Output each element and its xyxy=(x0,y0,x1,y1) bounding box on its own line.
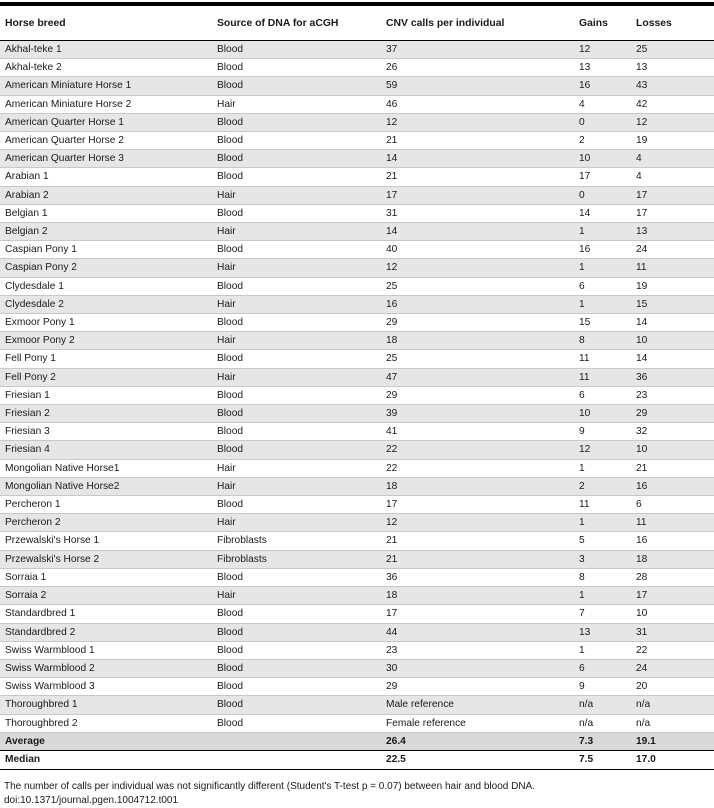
cell-cnv-calls: 17 xyxy=(386,499,398,511)
header-cell-breed: Horse breed xyxy=(0,6,212,41)
cell-losses: 24 xyxy=(636,244,648,256)
cell-losses: 28 xyxy=(636,571,648,583)
cell-breed: Thoroughbred 1 xyxy=(0,696,212,714)
cell-source: Hair xyxy=(217,98,236,110)
table-row xyxy=(0,623,714,641)
table-row xyxy=(0,332,714,350)
cell-source: Blood xyxy=(217,608,244,620)
header-row xyxy=(0,6,714,41)
table-row xyxy=(0,405,714,423)
cell-losses: 20 xyxy=(636,681,648,693)
summary-cell-breed: Average xyxy=(0,732,212,751)
table-row xyxy=(0,678,714,696)
cell-gains: n/a xyxy=(579,717,594,729)
cell-breed: Clydesdale 2 xyxy=(0,295,212,313)
cell-gains: 16 xyxy=(574,77,631,95)
cell-breed: Belgian 1 xyxy=(5,207,48,219)
cell-source: Blood xyxy=(217,244,244,256)
header-cell-source: Source of DNA for aCGH xyxy=(212,6,381,41)
cell-source: Blood xyxy=(217,571,244,583)
cell-cnv-calls: 25 xyxy=(386,280,398,292)
cell-breed: Sorraia 1 xyxy=(5,571,47,583)
table-row xyxy=(0,441,714,459)
cell-losses: 32 xyxy=(636,426,648,438)
cell-cnv-calls: 29 xyxy=(386,389,398,401)
doi-text: doi:10.1371/journal.pgen.1004712.t001 xyxy=(4,794,179,806)
cell-source: Hair xyxy=(217,462,236,474)
cell-breed: Thoroughbred 2 xyxy=(5,717,78,729)
cell-source: Blood xyxy=(212,696,381,714)
summary-cell-cnv-calls: 26.4 xyxy=(381,732,574,751)
cell-gains: 10 xyxy=(574,405,631,423)
cell-breed: Caspian Pony 2 xyxy=(0,259,212,277)
cell-source: Blood xyxy=(217,353,244,365)
cell-source: Blood xyxy=(212,113,381,131)
cell-gains: 11 xyxy=(579,499,590,511)
cell-gains: 14 xyxy=(579,207,591,219)
cell-losses: 10 xyxy=(631,332,714,350)
table-row xyxy=(0,314,714,332)
cell-breed: Swiss Warmblood 2 xyxy=(0,659,212,677)
cell-cnv-calls: 16 xyxy=(381,295,574,313)
cell-gains: 12 xyxy=(574,441,631,459)
cell-cnv-calls: 14 xyxy=(381,150,574,168)
cell-losses: 31 xyxy=(631,623,714,641)
table-row xyxy=(0,696,714,714)
cell-breed: Akhal-teke 2 xyxy=(5,62,62,74)
cell-losses: 11 xyxy=(631,514,714,532)
table-row xyxy=(0,641,714,659)
summary-cell-losses: 19.1 xyxy=(631,732,714,751)
cell-gains: 9 xyxy=(579,681,585,693)
cell-losses: 21 xyxy=(636,462,648,474)
cell-cnv-calls: 29 xyxy=(386,681,398,693)
cell-gains: 10 xyxy=(574,150,631,168)
cell-losses: 19 xyxy=(636,135,648,147)
cell-losses: 14 xyxy=(636,317,648,329)
cell-source: Hair xyxy=(212,514,381,532)
cell-source: Hair xyxy=(212,186,381,204)
cell-breed: American Miniature Horse 2 xyxy=(5,98,132,110)
cell-gains: 0 xyxy=(574,113,631,131)
cell-breed: Swiss Warmblood 1 xyxy=(5,644,95,656)
cell-cnv-calls: 25 xyxy=(386,353,398,365)
table-row xyxy=(0,386,714,404)
table-row xyxy=(0,95,714,113)
table-row xyxy=(0,41,714,59)
cell-gains: 8 xyxy=(579,571,585,583)
cell-source: Hair xyxy=(212,259,381,277)
cell-breed: Fell Pony 2 xyxy=(0,368,212,386)
cell-gains: 7 xyxy=(579,608,585,620)
cell-gains: 3 xyxy=(574,550,631,568)
table-row xyxy=(0,587,714,605)
cell-losses: 6 xyxy=(636,499,642,511)
cell-source: Fibroblasts xyxy=(217,535,267,547)
cell-losses: 4 xyxy=(631,150,714,168)
cell-source: Blood xyxy=(217,717,244,729)
cell-source: Blood xyxy=(217,644,244,656)
cell-breed: American Quarter Horse 3 xyxy=(0,150,212,168)
table-row xyxy=(0,241,714,259)
cell-breed: Fell Pony 1 xyxy=(5,353,56,365)
cell-breed: Sorraia 2 xyxy=(0,587,212,605)
table-row xyxy=(0,150,714,168)
table-row xyxy=(0,168,714,186)
table-row xyxy=(0,259,714,277)
cell-breed: Mongolian Native Horse1 xyxy=(5,462,120,474)
table-row xyxy=(0,368,714,386)
cell-cnv-calls: 18 xyxy=(381,332,574,350)
cell-source: Hair xyxy=(212,295,381,313)
cell-gains: 8 xyxy=(574,332,631,350)
cell-breed: Akhal-teke 1 xyxy=(0,41,212,59)
cell-cnv-calls: 30 xyxy=(381,659,574,677)
cell-losses: 18 xyxy=(631,550,714,568)
cell-cnv-calls: 41 xyxy=(386,426,398,438)
table-row xyxy=(0,550,714,568)
cell-breed: Percheron 2 xyxy=(0,514,212,532)
cell-cnv-calls: 29 xyxy=(386,317,398,329)
summary-cell-source xyxy=(212,732,381,751)
cell-losses: 16 xyxy=(636,535,648,547)
cell-gains: 1 xyxy=(579,462,585,474)
table-row xyxy=(0,59,714,77)
cell-breed: Przewalski's Horse 1 xyxy=(5,535,100,547)
table-footer xyxy=(0,780,714,808)
cell-cnv-calls: 40 xyxy=(386,244,398,256)
cell-source: Blood xyxy=(212,150,381,168)
table-row xyxy=(0,568,714,586)
summary-cell-losses: 17.0 xyxy=(636,754,656,766)
cell-source: Blood xyxy=(212,41,381,59)
summary-row-average xyxy=(0,732,714,751)
cell-losses: 36 xyxy=(631,368,714,386)
cell-source: Blood xyxy=(212,623,381,641)
cell-breed: Standardbred 2 xyxy=(0,623,212,641)
cell-source: Blood xyxy=(217,317,244,329)
cell-cnv-calls: 47 xyxy=(381,368,574,386)
cell-cnv-calls: 21 xyxy=(386,135,398,147)
cell-losses: 11 xyxy=(631,259,714,277)
cell-cnv-calls: 12 xyxy=(381,259,574,277)
cell-source: Blood xyxy=(217,389,244,401)
table-row xyxy=(0,477,714,495)
cell-cnv-calls: Female reference xyxy=(386,717,466,729)
table-row xyxy=(0,350,714,368)
cell-cnv-calls: 26 xyxy=(386,62,398,74)
header-cell-losses: Losses xyxy=(631,6,714,41)
cell-breed: Exmoor Pony 1 xyxy=(5,317,75,329)
cell-cnv-calls: 12 xyxy=(381,113,574,131)
cell-source: Blood xyxy=(217,426,244,438)
cell-cnv-calls: 23 xyxy=(386,644,398,656)
cell-breed: Friesian 3 xyxy=(5,426,50,438)
cell-source: Hair xyxy=(212,587,381,605)
cell-breed: Arabian 2 xyxy=(0,186,212,204)
cell-gains: 13 xyxy=(579,62,591,74)
cell-cnv-calls: 18 xyxy=(381,477,574,495)
cell-cnv-calls: 12 xyxy=(381,514,574,532)
cell-source: Hair xyxy=(212,477,381,495)
cell-breed: Friesian 1 xyxy=(5,389,50,401)
cell-losses: 43 xyxy=(631,77,714,95)
cell-source: Hair xyxy=(212,223,381,241)
cell-gains: 11 xyxy=(579,353,590,365)
cell-breed: American Quarter Horse 2 xyxy=(5,135,124,147)
cell-cnv-calls: 17 xyxy=(386,608,398,620)
cell-breed: Przewalski's Horse 2 xyxy=(0,550,212,568)
cell-losses: 22 xyxy=(636,644,648,656)
cell-losses: 14 xyxy=(636,353,648,365)
table-row xyxy=(0,605,714,623)
cell-gains: 15 xyxy=(579,317,591,329)
summary-cell-gains: 7.5 xyxy=(579,754,594,766)
cell-cnv-calls: 14 xyxy=(381,223,574,241)
cell-source: Hair xyxy=(212,368,381,386)
cell-losses: 10 xyxy=(631,441,714,459)
table-row xyxy=(0,77,714,95)
cell-breed: Clydesdale 1 xyxy=(5,280,64,292)
cell-breed: Arabian 1 xyxy=(5,171,49,183)
table-figure xyxy=(0,2,714,808)
cell-source: Blood xyxy=(212,659,381,677)
table-row xyxy=(0,423,714,441)
cell-breed: Caspian Pony 1 xyxy=(5,244,77,256)
cell-losses: 25 xyxy=(631,41,714,59)
cell-source: Blood xyxy=(212,77,381,95)
cell-gains: 1 xyxy=(574,223,631,241)
cell-cnv-calls: 22 xyxy=(386,462,398,474)
cell-gains: 16 xyxy=(579,244,591,256)
cell-breed: American Quarter Horse 1 xyxy=(0,113,212,131)
cell-breed: Mongolian Native Horse2 xyxy=(0,477,212,495)
cell-losses: 4 xyxy=(636,171,642,183)
cell-gains: n/a xyxy=(574,696,631,714)
cell-gains: 6 xyxy=(574,659,631,677)
table-body xyxy=(0,41,714,770)
cell-losses: 19 xyxy=(636,280,648,292)
cell-losses: 42 xyxy=(636,98,648,110)
cell-cnv-calls: 22 xyxy=(381,441,574,459)
cell-source: Hair xyxy=(212,332,381,350)
cell-losses: 17 xyxy=(631,186,714,204)
cell-gains: 1 xyxy=(574,514,631,532)
summary-row-median xyxy=(0,751,714,770)
cell-breed: Exmoor Pony 2 xyxy=(0,332,212,350)
cell-gains: 2 xyxy=(574,477,631,495)
summary-cell-cnv-calls: 22.5 xyxy=(386,754,406,766)
cell-source: Blood xyxy=(217,499,244,511)
table-row xyxy=(0,659,714,677)
cell-breed: Percheron 1 xyxy=(5,499,61,511)
cell-breed: Friesian 2 xyxy=(0,405,212,423)
table-row xyxy=(0,204,714,222)
cell-losses: 10 xyxy=(636,608,648,620)
cell-losses: 16 xyxy=(631,477,714,495)
header-cell-gains: Gains xyxy=(574,6,631,41)
cell-cnv-calls: 36 xyxy=(386,571,398,583)
cell-gains: 12 xyxy=(574,41,631,59)
cell-cnv-calls: 18 xyxy=(381,587,574,605)
footnote: The number of calls per individual was not significantly different (Student's T-test p = 0.07) between hair and blood DNA. xyxy=(4,780,536,792)
cell-cnv-calls: 21 xyxy=(386,171,398,183)
cell-gains: 1 xyxy=(574,587,631,605)
table-row xyxy=(0,223,714,241)
cell-source: Blood xyxy=(212,441,381,459)
cell-losses: 24 xyxy=(631,659,714,677)
cell-source: Blood xyxy=(217,280,244,292)
cell-losses: 23 xyxy=(636,389,648,401)
summary-cell-source xyxy=(212,751,381,770)
cell-gains: 2 xyxy=(579,135,585,147)
cell-source: Blood xyxy=(217,62,244,74)
cell-cnv-calls: 17 xyxy=(381,186,574,204)
summary-cell-gains: 7.3 xyxy=(574,732,631,751)
cell-breed: Friesian 4 xyxy=(0,441,212,459)
cell-losses: n/a xyxy=(631,696,714,714)
cell-breed: American Miniature Horse 1 xyxy=(0,77,212,95)
table-row xyxy=(0,295,714,313)
cell-cnv-calls: 46 xyxy=(386,98,398,110)
table-row xyxy=(0,514,714,532)
cell-source: Blood xyxy=(217,681,244,693)
cell-losses: 12 xyxy=(631,113,714,131)
cell-losses: 15 xyxy=(631,295,714,313)
cell-breed: Belgian 2 xyxy=(0,223,212,241)
cell-losses: 13 xyxy=(636,62,648,74)
cell-gains: 1 xyxy=(574,295,631,313)
cell-losses: 17 xyxy=(636,207,648,219)
table-row xyxy=(0,277,714,295)
cell-gains: 5 xyxy=(579,535,585,547)
cell-source: Blood xyxy=(217,207,244,219)
cell-gains: 6 xyxy=(579,389,585,401)
cell-gains: 9 xyxy=(579,426,585,438)
table-row xyxy=(0,459,714,477)
cell-cnv-calls: 44 xyxy=(381,623,574,641)
cell-losses: 17 xyxy=(631,587,714,605)
cell-cnv-calls: 37 xyxy=(381,41,574,59)
cell-cnv-calls: Male reference xyxy=(381,696,574,714)
cell-cnv-calls: 21 xyxy=(381,550,574,568)
table-row xyxy=(0,132,714,150)
cell-source: Blood xyxy=(217,135,244,147)
table-row xyxy=(0,714,714,732)
cell-source: Fibroblasts xyxy=(212,550,381,568)
cell-losses: 29 xyxy=(631,405,714,423)
cell-losses: n/a xyxy=(636,717,651,729)
cell-cnv-calls: 39 xyxy=(381,405,574,423)
data-table xyxy=(0,6,714,770)
cell-cnv-calls: 31 xyxy=(386,207,398,219)
cell-losses: 13 xyxy=(631,223,714,241)
cell-source: Blood xyxy=(212,405,381,423)
cell-breed: Standardbred 1 xyxy=(5,608,76,620)
table-row xyxy=(0,496,714,514)
cell-source: Blood xyxy=(217,171,244,183)
header-cell-cnv-calls: CNV calls per individual xyxy=(381,6,574,41)
cell-cnv-calls: 21 xyxy=(386,535,398,547)
cell-gains: 6 xyxy=(579,280,585,292)
table-row xyxy=(0,113,714,131)
cell-gains: 1 xyxy=(574,259,631,277)
cell-gains: 11 xyxy=(574,368,631,386)
cell-breed: Swiss Warmblood 3 xyxy=(5,681,95,693)
summary-cell-breed: Median xyxy=(5,754,41,766)
cell-gains: 13 xyxy=(574,623,631,641)
cell-gains: 17 xyxy=(579,171,591,183)
cell-gains: 1 xyxy=(579,644,585,656)
table-row xyxy=(0,186,714,204)
table-row xyxy=(0,532,714,550)
cell-cnv-calls: 59 xyxy=(381,77,574,95)
cell-gains: 4 xyxy=(579,98,585,110)
cell-gains: 0 xyxy=(574,186,631,204)
